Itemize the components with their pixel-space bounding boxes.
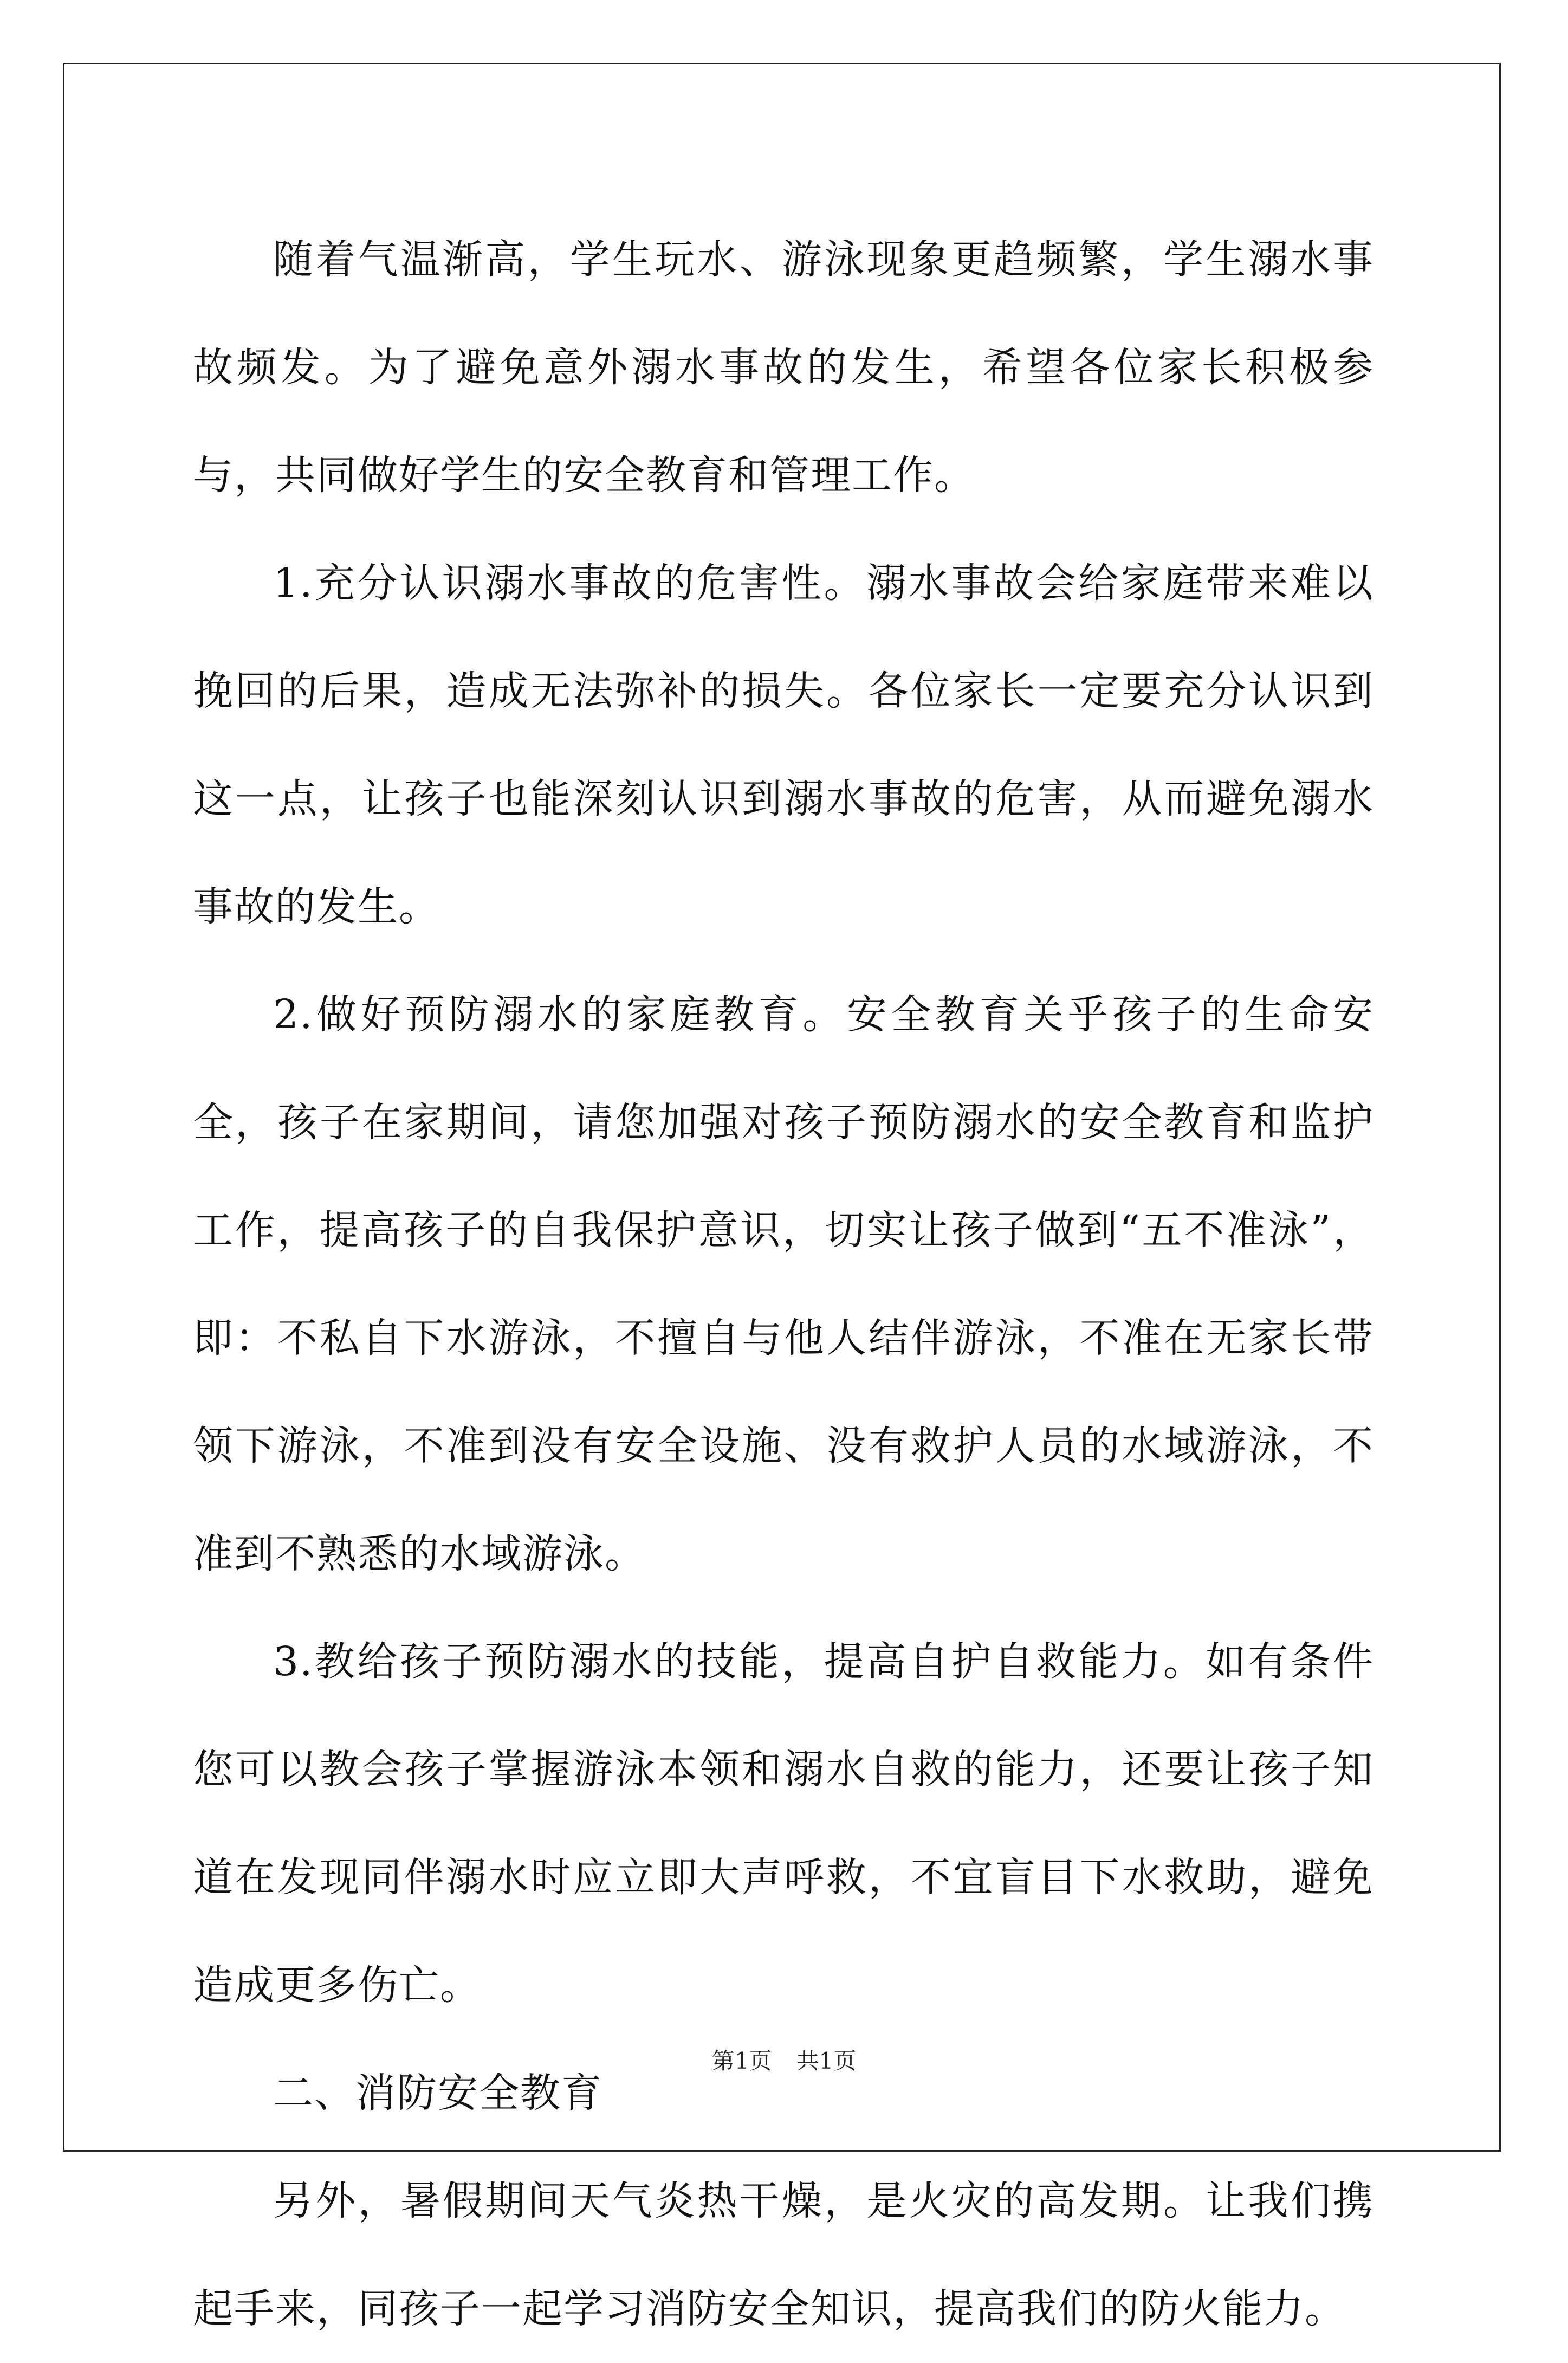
paragraph-fire-safety: 另外，暑假期间天气炎热干燥，是火灾的高发期。让我们携起手来，同孩子一起学习消防安全知识，提高我们的防火能力。 bbox=[193, 2178, 1374, 2332]
paragraph-intro: 随着气温渐高，学生玩水、游泳现象更趋频繁，学生溺水事故频发。为了避免意外溺水事故的发生，希望各位家长积极参与，共同做好学生的安全教育和管理工作。 bbox=[193, 236, 1374, 499]
paragraph-item-3: 3.教给孩子预防溺水的技能，提高自护自救能力。如有条件您可以教会孩子掌握游泳本领和溺水自救的能力，还要让孩子知道在发现同伴溺水时应立即大声呼救，不宜盲目下水救助，避免造成更多伤亡。 bbox=[193, 1638, 1374, 2009]
paragraph-item-1: 1.充分认识溺水事故的危害性。溺水事故会给家庭带来难以挽回的后果，造成无法弥补的损失。各位家长一定要充分认识到这一点，让孩子也能深刻认识到溺水事故的危害，从而避免溺水事故的发生。 bbox=[193, 560, 1374, 930]
page-number-current: 第1页 bbox=[711, 2048, 772, 2074]
page-number-total: 共1页 bbox=[796, 2048, 857, 2074]
page-footer bbox=[0, 2043, 1568, 2076]
paragraph-item-2: 2.做好预防溺水的家庭教育。安全教育关乎孩子的生命安全，孩子在家期间，请您加强对孩子预防溺水的安全教育和监护工作，提高孩子的自我保护意识，切实让孩子做到“五不准泳”，即：不私自下水游泳，不擅自与他人结伴游泳，不准在无家长带领下游泳，不准到没有安全设施、没有救护人员的水域游泳，不准到不熟悉的水域游泳。 bbox=[193, 991, 1374, 1577]
section-heading-fire-safety: 二、消防安全教育 bbox=[273, 2070, 602, 2116]
document-body bbox=[193, 206, 1374, 2363]
